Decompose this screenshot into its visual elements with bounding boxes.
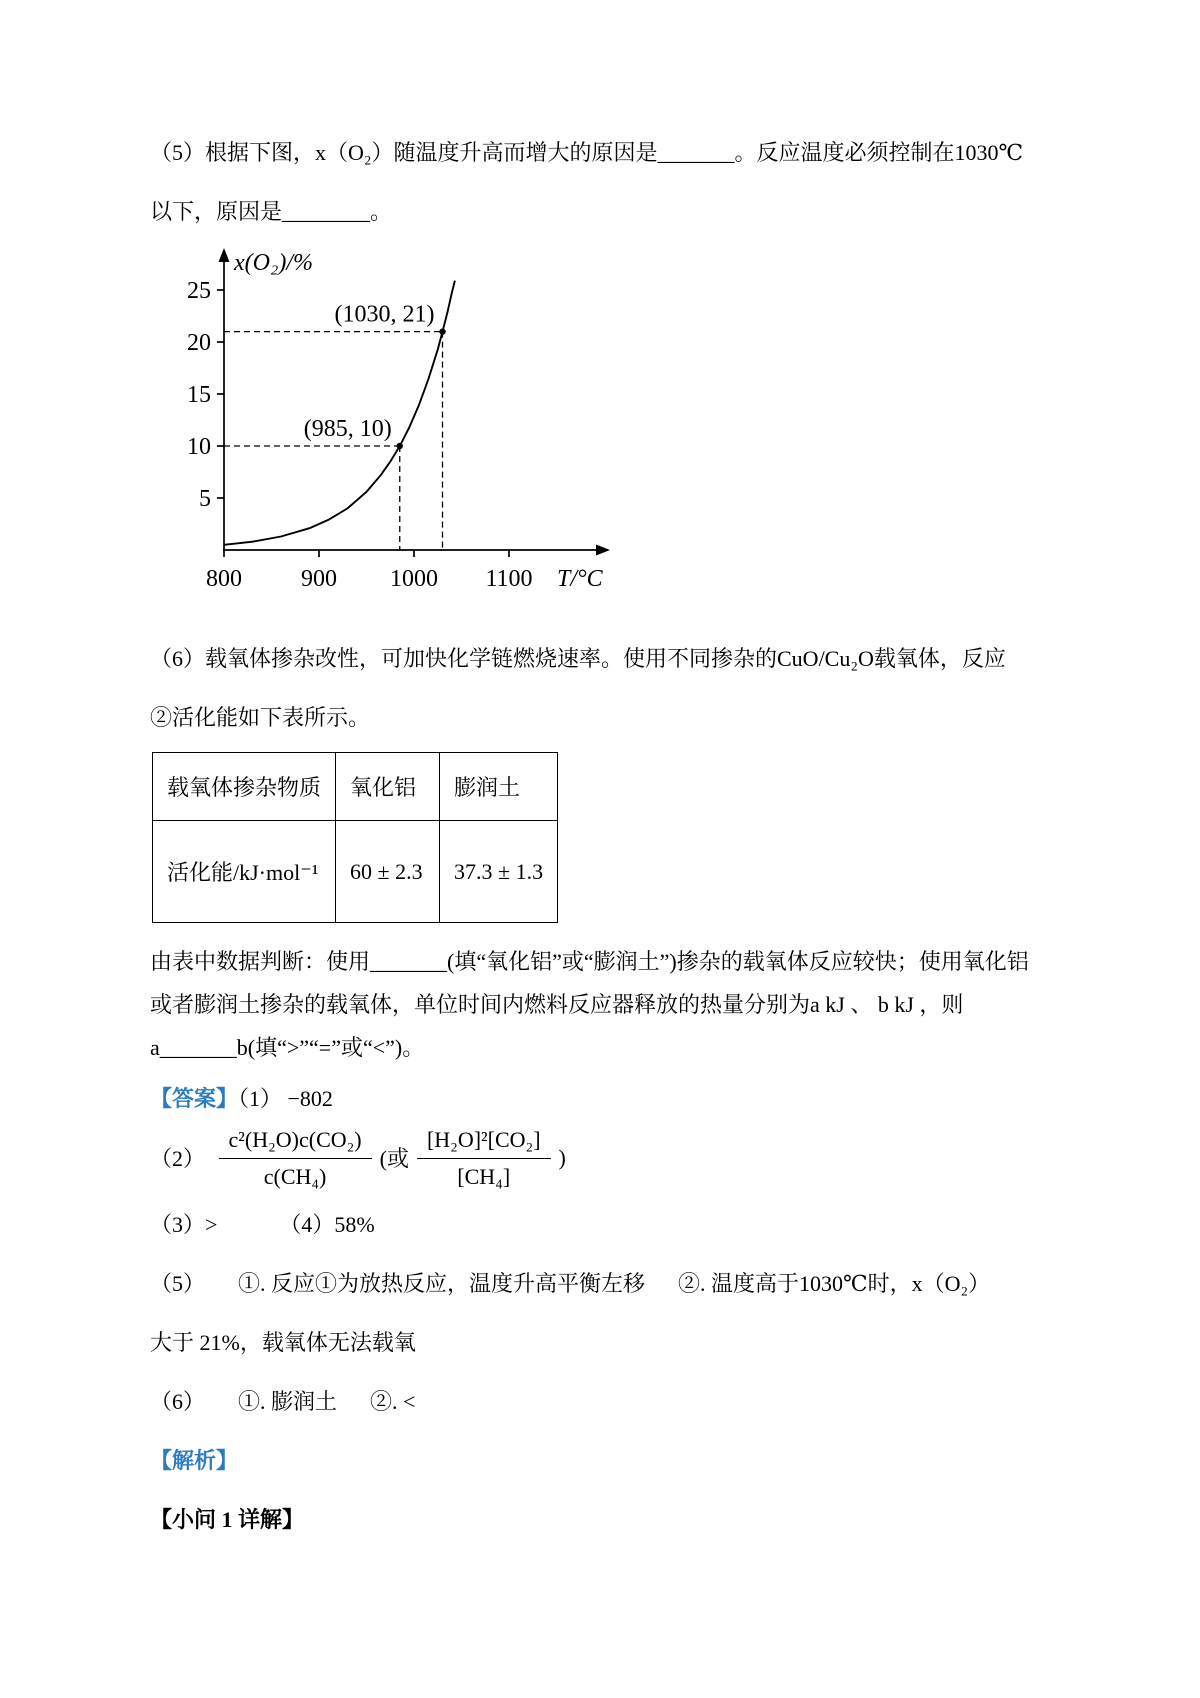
svg-text:800: 800 [206,566,242,592]
answer-2-or-close: ) [558,1144,566,1170]
q6-text-line2: ②活化能如下表所示。 [150,705,371,730]
q6-text-line1: （6）载氧体掺杂改性，可加快化学链燃烧速率。使用不同掺杂的CuO/Cu₂O载氧体，反应 [150,646,1006,671]
analysis-label: 【解析】 [150,1448,239,1473]
svg-text:x(O₂)/%: x(O₂)/% [234,250,313,276]
answer-line-5b: 大于 21%，载氧体无法载氧 [150,1330,416,1355]
q6-after-table-line3: a_______b(填“>”“=”或“<”)。 [150,1035,425,1060]
answer-label: 【答案】 [150,1086,239,1111]
answer-2-or-open: (或 [379,1146,409,1171]
answer-line-1 [150,1082,1100,1115]
svg-text:10: 10 [187,434,211,460]
answer-2-prefix: （2） [150,1146,211,1171]
answer-line-6: （6） ①. 膨润土 ②. < [150,1389,416,1414]
answer-line-2 [150,1125,1100,1190]
svg-text:25: 25 [187,278,211,304]
fraction-numerator: [H₂O]²[CO₂] [417,1125,551,1159]
o2-temperature-chart [156,238,1100,604]
svg-text:(1030, 21): (1030, 21) [334,301,435,328]
table-cell-alumina-value: 60 ± 2.3 [336,821,440,923]
table-header-row [153,753,558,821]
answer-4-text: （4）58% [279,1212,375,1237]
answer-1-text: （1） −802 [238,1086,333,1111]
q5-text-line1: （5）根据下图，x（O₂）随温度升高而增大的原因是_______。反应温度必须控制在1030℃ [150,140,1024,165]
q6-after-table-line1: 由表中数据判断：使用_______(填“氧化铝”或“膨润土”)掺杂的载氧体反应较快；使用氧化铝 [150,949,1029,974]
answer-line-5a: （5） ①. 反应①为放热反应，温度升高平衡左移 ②. 温度高于1030℃时，x（O₂） [150,1271,991,1296]
table-cell-alumina: 氧化铝 [336,753,440,821]
analysis-heading [150,1444,1100,1477]
fraction-denominator: c(CH₄) [263,1164,327,1189]
svg-text:20: 20 [187,330,211,356]
q5-text-line2: 以下，原因是________。 [150,199,393,224]
o2-temperature-chart-svg [156,238,686,598]
concentration-fraction [219,1125,372,1190]
table-cell-bentonite-value: 37.3 ± 1.3 [440,821,558,923]
svg-text:1000: 1000 [390,566,438,592]
svg-text:1100: 1100 [485,566,533,592]
table-cell-activation-energy-label: 活化能/kJ·mol⁻¹ [153,821,336,923]
svg-text:900: 900 [301,566,337,592]
svg-text:5: 5 [199,486,211,512]
svg-text:(985, 10): (985, 10) [303,416,392,442]
fraction-numerator: c²(H₂O)c(CO₂) [219,1125,372,1159]
activation-energy-table [152,752,558,923]
answer-3-text: （3）> [150,1212,218,1237]
table-data-row [153,821,558,923]
answer-line-3-4 [150,1208,1100,1241]
q6-after-table-line2: 或者膨润土掺杂的载氧体，单位时间内燃料反应器释放的热量分别为a kJ 、 b kJ ，则 [150,992,964,1017]
svg-text:15: 15 [187,382,211,408]
bracket-fraction [417,1125,551,1190]
svg-text:T/°C: T/°C [557,566,603,592]
fraction-denominator: [CH₄] [457,1164,511,1189]
sub-question-1-heading: 【小问 1 详解】 [150,1507,305,1532]
table-cell-carrier-dopant: 载氧体掺杂物质 [153,753,336,821]
table-cell-bentonite: 膨润土 [440,753,558,821]
